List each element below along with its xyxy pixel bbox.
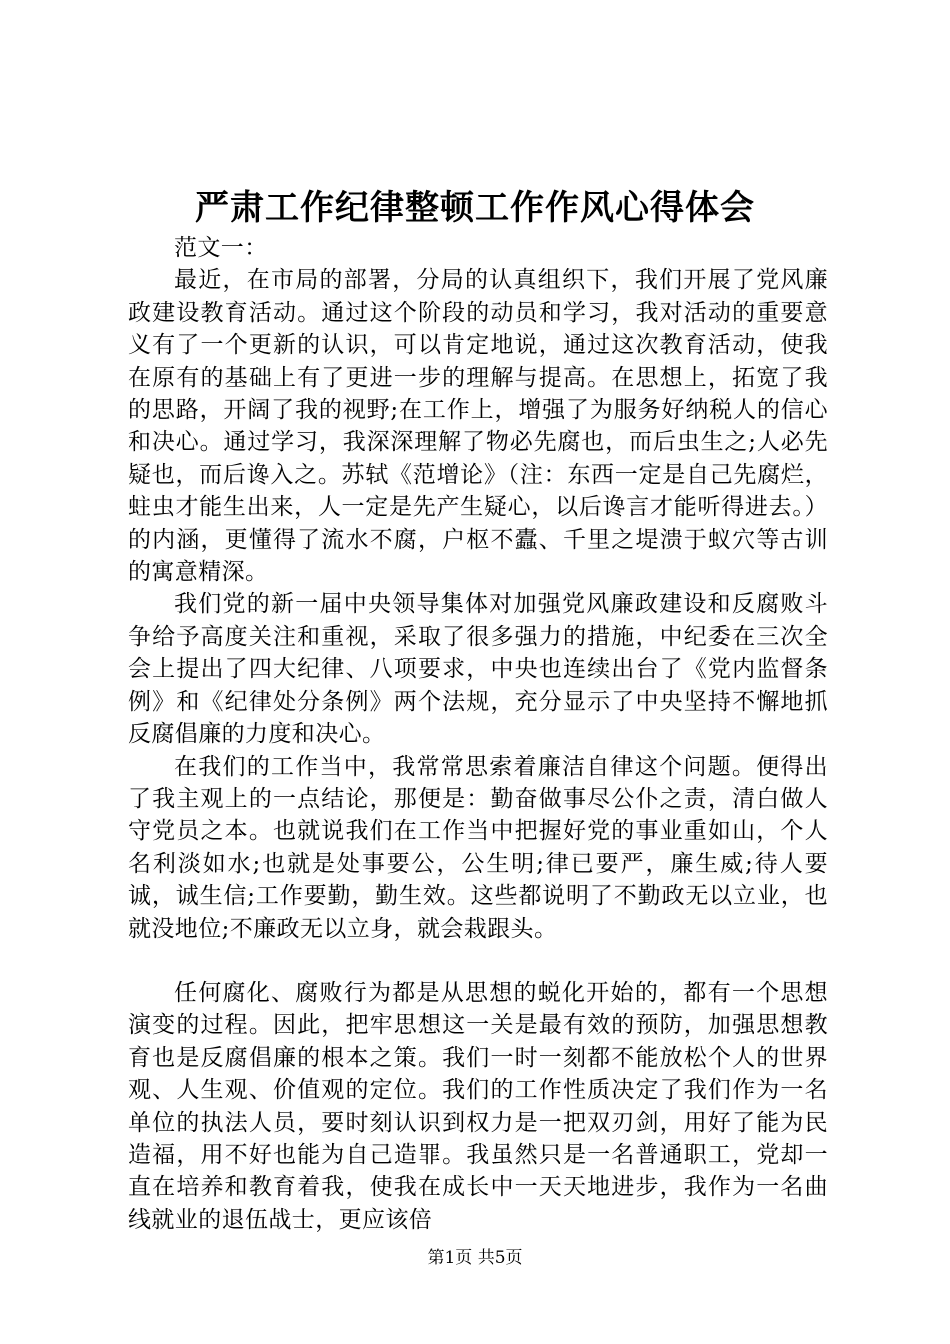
- paragraph-1: 最近，在市局的部署，分局的认真组织下，我们开展了党风廉政建设教育活动。通过这个阶段的动员和学习，我对活动的重要意义有了一个更新的认识，可以肯定地说，通过这次教育活动，使我在原有的基础上有了更进一步的理解与提高。在思想上，拓宽了我的思路，开阔了我的视野;在工作上，增强了为服务好纳税人的信心和决心。通过学习，我深深理解了物必先腐也，而后虫生之;人必先疑也，而后谗入之。苏轼《范增论》（注：东西一定是自己先腐烂，蛀虫才能生出来，人一定是先产生疑心，以后谗言才能听得进去。）的内涵，更懂得了流水不腐，户枢不蠹、千里之堤溃于蚁穴等古训的寓意精深。: [128, 267, 828, 586]
- paragraph-4: 任何腐化、腐败行为都是从思想的蜕化开始的，都有一个思想演变的过程。因此，把牢思想这一关是最有效的预防，加强思想教育也是反腐倡廉的根本之策。我们一时一刻都不能放松个人的世界观、人生观、价值观的定位。我们的工作性质决定了我们作为一名单位的执法人员，要时刻认识到权力是一把双刃剑，用好了能为民造福，用不好也能为自己造罪。我虽然只是一名普通职工，党却一直在培养和教育着我，使我在成长中一天天地进步，我作为一名曲线就业的退伍战士，更应该倍: [128, 979, 828, 1233]
- paragraph-3: 在我们的工作当中，我常常思索着廉洁自律这个问题。便得出了我主观上的一点结论，那便是：勤奋做事尽公仆之责，清白做人守党员之本。也就说我们在工作当中把握好党的事业重如山，个人名利淡如水;也就是处事要公，公生明;律已要严，廉生威;待人要诚，诚生信;工作要勤，勤生效。这些都说明了不勤政无以立业，也就没地位;不廉政无以立身，就会栽跟头。: [128, 753, 828, 942]
- section-label: 范文一：: [174, 235, 268, 261]
- page-footer: 第1页 共5页: [427, 1248, 523, 1268]
- document-title: 严肃工作纪律整顿工作作风心得体会: [195, 188, 755, 228]
- paragraph-2: 我们党的新一届中央领导集体对加强党风廉政建设和反腐败斗争给予高度关注和重视，采取了很多强力的措施，中纪委在三次全会上提出了四大纪律、八项要求，中央也连续出台了《党内监督条例》和《纪律处分条例》两个法规，充分显示了中央坚持不懈地抓反腐倡廉的力度和决心。: [128, 591, 828, 748]
- document-body: [128, 232, 828, 1236]
